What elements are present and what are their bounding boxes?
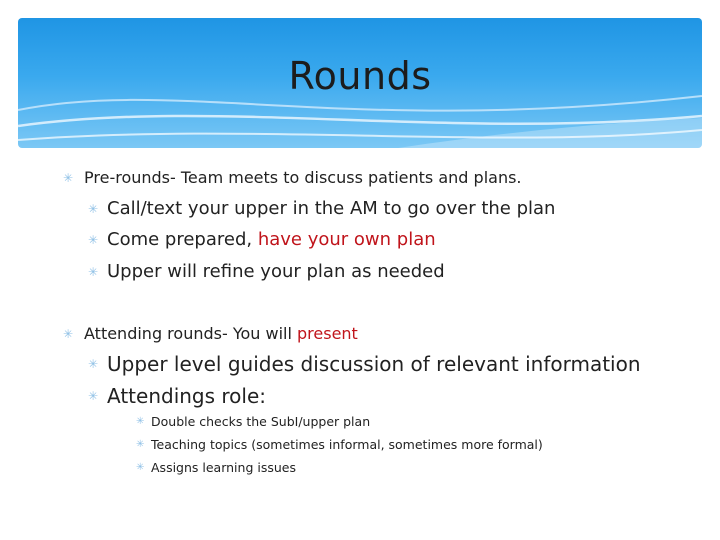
bullet-text: Attending rounds- You will [84,324,297,343]
asterisk-bullet-icon: ✳ [88,357,99,371]
asterisk-bullet-icon: ✳ [136,462,145,473]
subsubbullet-double-checks [136,414,371,430]
subbullet-call-upper [88,198,556,220]
emphasis-text: have your own plan [257,229,436,250]
subsubbullet-teaching-topics [136,437,543,453]
bullet-attending-rounds [63,324,358,344]
bullet-text: Assigns learning issues [151,460,296,475]
bullet-text: Upper level guides discussion of relevant information [107,352,641,376]
subbullet-come-prepared [88,229,436,251]
bullet-text: Upper will refine your plan as needed [107,261,445,282]
asterisk-bullet-icon: ✳ [136,416,145,427]
bullet-text: Teaching topics (sometimes informal, sometimes more formal) [151,437,543,452]
bullet-text: Double checks the SubI/upper plan [151,414,371,429]
asterisk-bullet-icon: ✳ [63,171,74,185]
asterisk-bullet-icon: ✳ [63,327,74,341]
emphasis-text: present [297,324,358,343]
slide-title: Rounds [288,54,432,98]
bullet-text: Call/text your upper in the AM to go over the plan [107,198,556,219]
subbullet-upper-refine [88,261,445,283]
bullet-text: Attendings role: [107,384,267,408]
bullet-text: Pre-rounds- Team meets to discuss patients and plans. [84,168,522,187]
subbullet-upper-guides [88,352,641,376]
asterisk-bullet-icon: ✳ [88,202,99,216]
asterisk-bullet-icon: ✳ [88,389,99,403]
asterisk-bullet-icon: ✳ [136,439,145,450]
bullet-text: Come prepared, [107,229,258,250]
subsubbullet-learning-issues [136,460,296,476]
subbullet-attendings-role [88,384,267,408]
bullet-pre-rounds [63,168,522,188]
asterisk-bullet-icon: ✳ [88,265,99,279]
asterisk-bullet-icon: ✳ [88,233,99,247]
